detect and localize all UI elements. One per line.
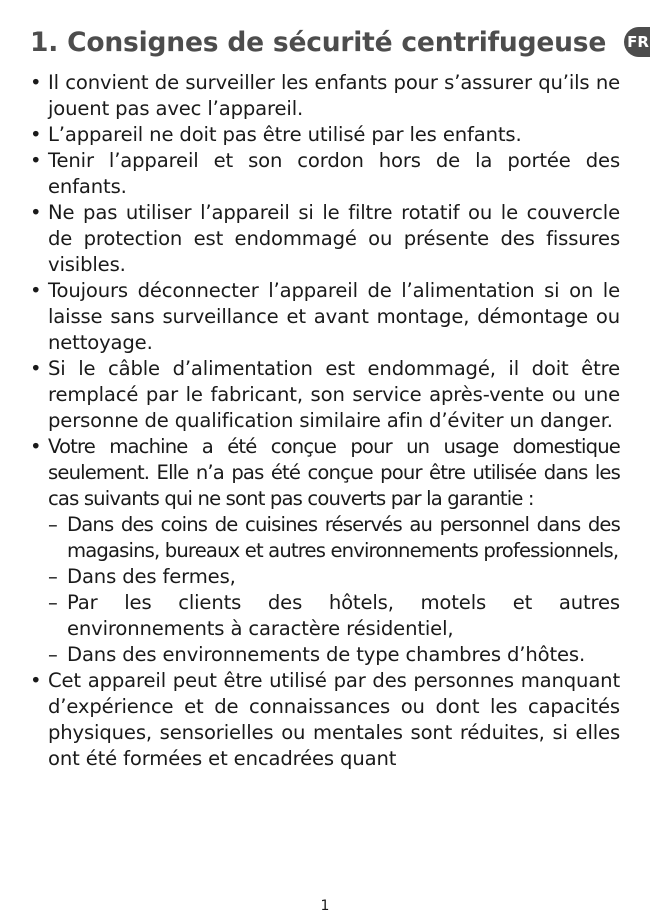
page-number: 1	[320, 898, 330, 914]
sub-item: – Dans des coins de cuisines réservés au personnel dans des magasins, bureaux et autres environnements professionnels,	[48, 512, 620, 564]
bullet-item: • Toujours déconnecter l’appareil de l’alimentation si on le laisse sans surveillance et avant montage, démontage ou nettoyage.	[30, 278, 620, 356]
bullet-item: • Tenir l’appareil et son cordon hors de la portée des enfants.	[30, 148, 620, 200]
sub-item: – Par les clients des hôtels, motels et autres environnements à caractère résidentiel,	[48, 590, 620, 642]
section-title: 1. Consignes de sécurité centrifugeuse	[30, 26, 607, 58]
sub-item: – Dans des environnements de type chambres d’hôtes.	[48, 642, 620, 668]
bullet-item-with-subitems	[30, 434, 620, 668]
bullet-item: • Si le câble d’alimentation est endommagé, il doit être remplacé par le fabricant, son service après-vente ou une personne de qualification similaire afin d’éviter un danger.	[30, 356, 620, 434]
safety-instructions	[30, 70, 620, 772]
bullet-item: • Il convient de surveiller les enfants pour s’assurer qu’ils ne jouent pas avec l’appareil.	[30, 70, 620, 122]
sub-item: – Dans des fermes,	[48, 564, 620, 590]
bullet-list	[30, 70, 620, 772]
section-header	[30, 22, 650, 62]
bullet-item: • Ne pas utiliser l’appareil si le filtre rotatif ou le couvercle de protection est endommagé ou présente des fissures visibles.	[30, 200, 620, 278]
bullet-item: • Cet appareil peut être utilisé par des personnes manquant d’expérience et de connaissances ou dont les capacités physiques, sensorielles ou mentales sont réduites, si elles ont été formées et encadrées quant	[30, 668, 620, 772]
bullet-text: • Votre machine a été conçue pour un usage domestique seulement. Elle n’a pas été conçue pour être utilisée dans les cas suivants qui ne sont pas couverts par la garantie :	[48, 435, 620, 510]
language-badge: FR	[624, 27, 650, 57]
bullet-item: • L’appareil ne doit pas être utilisé par les enfants.	[30, 122, 620, 148]
sub-item-list	[48, 512, 620, 668]
